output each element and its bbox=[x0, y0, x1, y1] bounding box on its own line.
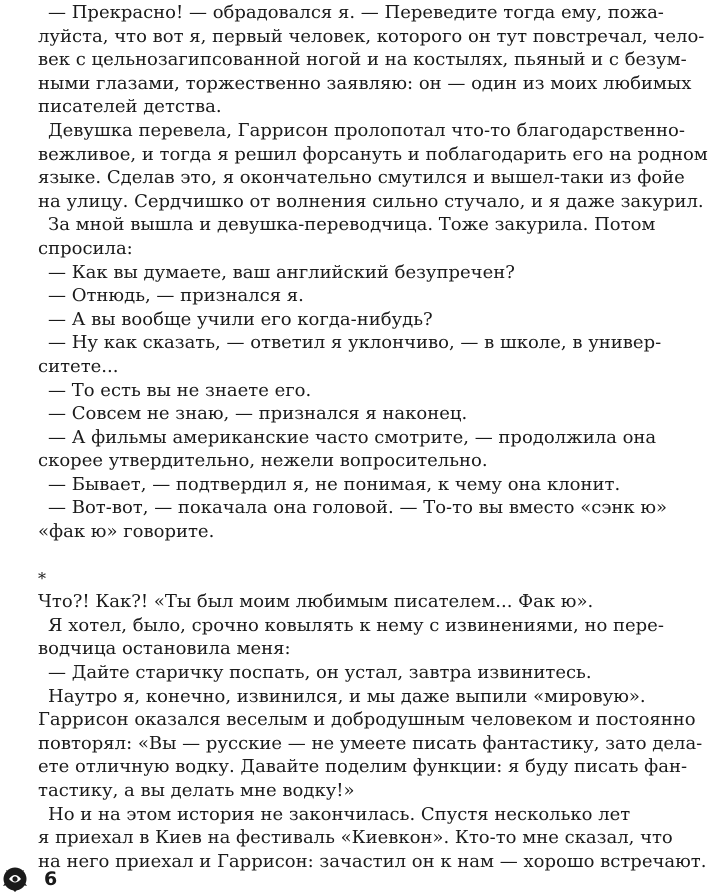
text-line: За мной вышла и девушка-переводчица. Тоже закурила. Потом bbox=[48, 214, 656, 236]
text-line: вежливое, и тогда я решил форсануть и поблагодарить его на родном bbox=[38, 143, 708, 165]
text-line: ситете... bbox=[38, 355, 119, 377]
text-line: — А вы вообще учили его когда-нибудь? bbox=[48, 308, 433, 330]
text-line: водчица остановила меня: bbox=[38, 638, 291, 660]
text-line: — То есть вы не знаете его. bbox=[48, 379, 312, 401]
text-line: — Вот-вот, — покачала она головой. — То-то вы вместо «сэнк ю» bbox=[48, 497, 668, 519]
text-line: — Дайте старичку поспать, он устал, завтра извинитесь. bbox=[48, 662, 592, 684]
text-line: луйста, что вот я, первый человек, которого он тут повстречал, чело- bbox=[38, 25, 705, 47]
text-line: ными глазами, торжественно заявляю: он — один из моих любимых bbox=[38, 72, 692, 94]
page-footer bbox=[0, 866, 600, 894]
text-line: языке. Сделав это, я окончательно смутился и вышел-таки из фойе bbox=[38, 167, 685, 189]
section-separator: * bbox=[38, 568, 46, 588]
page-number: 6 bbox=[44, 868, 58, 890]
text-line: — Прекрасно! — обрадовался я. — Переведите тогда ему, пожа- bbox=[48, 2, 664, 23]
text-line: писателей детства. bbox=[38, 96, 222, 118]
text-line: — Как вы думаете, ваш английский безупречен? bbox=[48, 261, 515, 283]
text-line: — Бывает, — подтвердил я, не понимая, к чему она клонит. bbox=[48, 473, 621, 495]
text-line: скорее утвердительно, нежели вопросительно. bbox=[38, 450, 488, 472]
text-line: Но и на этом история не закончилась. Спустя несколько лет bbox=[48, 803, 631, 825]
text-line: — Ну как сказать, — ответил я уклончиво, — в школе, в универ- bbox=[48, 332, 662, 354]
page-text bbox=[38, 1, 708, 873]
text-line: Что?! Как?! «Ты был моим любимым писателем... Фак ю». bbox=[38, 591, 594, 613]
text-line: Девушка перевела, Гаррисон пролопотал что-то благодарственно- bbox=[48, 119, 685, 141]
text-line: на него приехал и Гаррисон: зачастил он к нам — хорошо встречают. bbox=[38, 850, 707, 872]
text-line: — Совсем не знаю, — признался я наконец. bbox=[48, 403, 468, 425]
text-line: «фак ю» говорите. bbox=[38, 521, 215, 543]
section-gap bbox=[38, 544, 584, 567]
text-line: Я хотел, было, срочно ковылять к нему с извинениями, но пере- bbox=[48, 614, 664, 636]
text-line: ете отличную водку. Давайте поделим функции: я буду писать фан- bbox=[38, 756, 688, 778]
text-line: — А фильмы американские часто смотрите, — продолжила она bbox=[48, 426, 657, 448]
text-line: на улицу. Сердчишко от волнения сильно стучало, и я даже закурил. bbox=[38, 190, 704, 212]
text-line: — Отнюдь, — признался я. bbox=[48, 285, 304, 307]
text-line: Наутро я, конечно, извинился, и мы даже выпили «мировую». bbox=[48, 685, 646, 707]
text-line: Гаррисон оказался веселым и добродушным человеком и постоянно bbox=[38, 709, 696, 731]
text-line: спросила: bbox=[38, 237, 133, 259]
text-line: я приехал в Киев на фестиваль «Киевкон». Кто-то мне сказал, что bbox=[38, 827, 673, 849]
dragon-emblem-icon bbox=[2, 866, 28, 892]
text-line: век с цельнозагипсованной ногой и на костылях, пьяный и с безум- bbox=[38, 49, 687, 71]
text-line: повторял: «Вы — русские — не умеете писать фантастику, зато дела- bbox=[38, 732, 703, 754]
text-line: тастику, а вы делать мне водку!» bbox=[38, 780, 355, 801]
